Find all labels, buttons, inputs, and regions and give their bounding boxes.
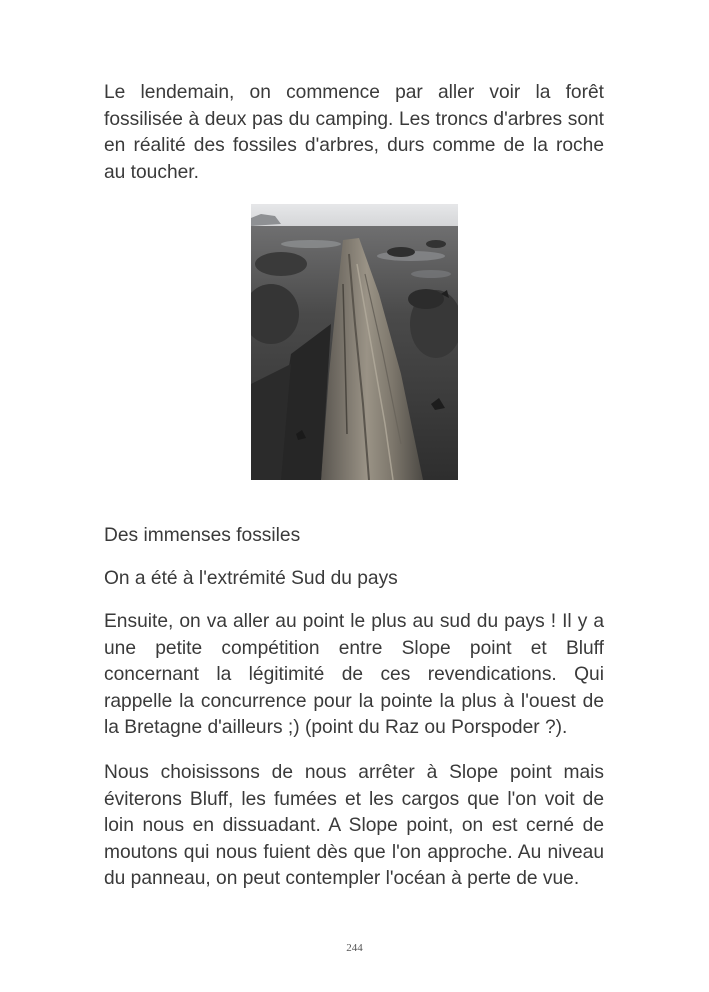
intro-paragraph: Le lendemain, on commence par aller voir la forêt fossilisée à deux pas du camping. Les troncs d'arbres sont en réalité des fossiles d'arbres, durs comme de la roche au toucher. bbox=[104, 82, 604, 183]
south-point-paragraph: Ensuite, on va aller au point le plus au sud du pays ! Il y a une petite compétition entre Slope point et Bluff concernant la légitimité de ces revendications. Qui rappelle la concurrence pour la pointe la plus à l'ouest de la Bretagne d'ailleurs ;) (point du Raz ou Porspoder ?). bbox=[104, 611, 604, 738]
page-number: 244 bbox=[346, 942, 363, 954]
slope-point-paragraph: Nous choisissons de nous arrêter à Slope point mais éviterons Bluff, les fumées et les cargos que l'on voit de loin nous en dissuadant. A Slope point, on est cerné de moutons qui nous fuient dès que l'on approche. Au niveau du panneau, on peut contempler l'océan à perte de vue. bbox=[104, 762, 604, 889]
fossil-tree-photo bbox=[251, 204, 458, 480]
photo-caption: Des immenses fossiles bbox=[104, 525, 301, 546]
section-subtitle: On a été à l'extrémité Sud du pays bbox=[104, 568, 398, 589]
